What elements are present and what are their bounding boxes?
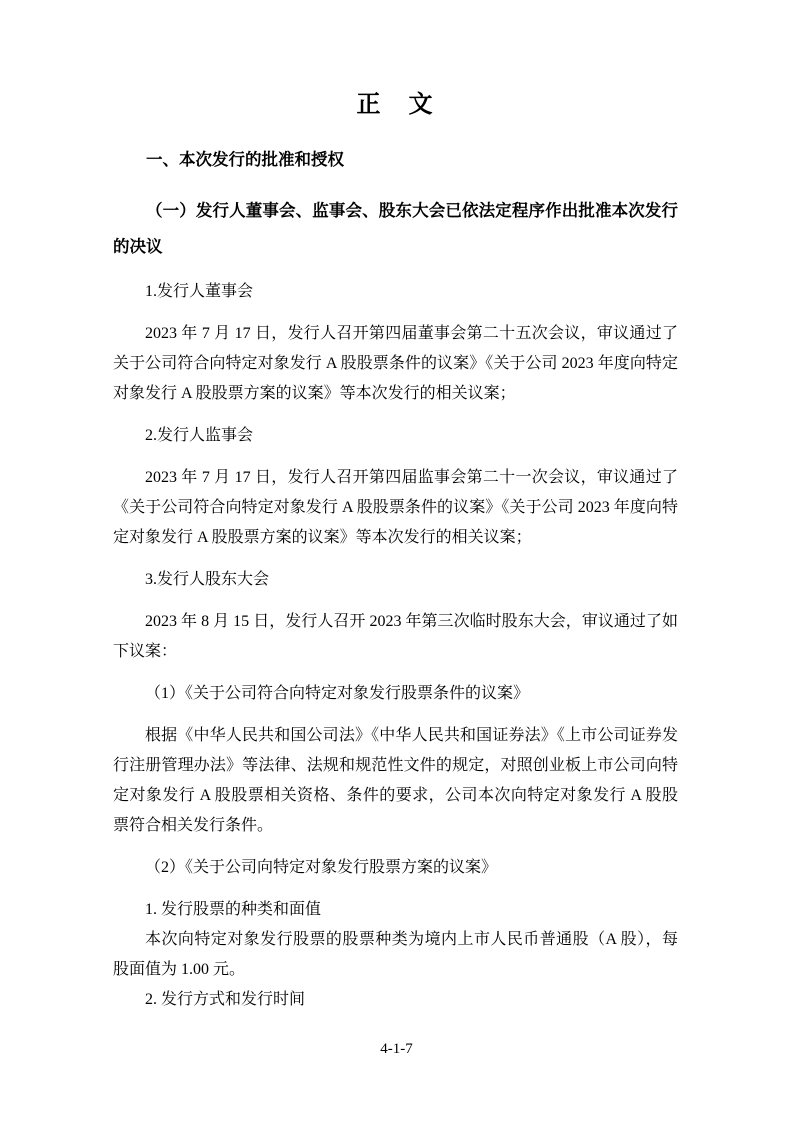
- shareholders-meeting-label: 3.发行人股东大会: [145, 571, 270, 588]
- share-type-paragraph: 本次向特定对象发行股票的股票种类为境内上市人民币普通股（A 股），每股面值为 1.00 元。: [113, 931, 678, 978]
- proposal1-title: （1）《关于公司符合向特定对象发行股票条件的议案》: [145, 685, 530, 702]
- section-heading-approval: 一、本次发行的批准和授权: [146, 151, 344, 169]
- subsection-heading-resolutions: （一）发行人董事会、监事会、股东大会已依法定程序作出批准本次发行的决议: [113, 202, 678, 256]
- board-meeting-label: 1.发行人董事会: [145, 283, 254, 300]
- board-meeting-paragraph: 2023 年 7 月 17 日，发行人召开第四届董事会第二十五次会议，审议通过了关于公司符合向特定对象发行 A 股股票条件的议案》《关于公司 2023 年度向特定对象发行 A 股股票方案的议案》等本次发行的相关议案；: [113, 325, 678, 402]
- page-number: 4-1-7: [380, 1041, 413, 1057]
- shareholders-meeting-paragraph: 2023 年 8 月 15 日，发行人召开 2023 年第三次临时股东大会，审议通过了如下议案：: [113, 613, 678, 660]
- proposal1-paragraph: 根据《中华人民共和国公司法》《中华人民共和国证券法》《上市公司证券发行注册管理办法》等法律、法规和规范性文件的规定，对照创业板上市公司向特定对象发行 A 股股票相关资格、条件的要求，公司本次向特定对象发行 A 股股票符合相关发行条件。: [113, 727, 678, 834]
- share-type-label: 1. 发行股票的种类和面值: [145, 901, 322, 918]
- proposal2-title: （2）《关于公司向特定对象发行股票方案的议案》: [145, 859, 498, 876]
- issue-method-label: 2. 发行方式和发行时间: [145, 991, 306, 1008]
- document-title: 正 文: [356, 92, 435, 118]
- supervisory-meeting-label: 2.发行人监事会: [145, 427, 254, 444]
- supervisory-meeting-paragraph: 2023 年 7 月 17 日，发行人召开第四届监事会第二十一次会议，审议通过了《关于公司符合向特定对象发行 A 股股票条件的议案》《关于公司 2023 年度向特定对象发行 A 股股票方案的议案》等本次发行的相关议案；: [113, 469, 678, 546]
